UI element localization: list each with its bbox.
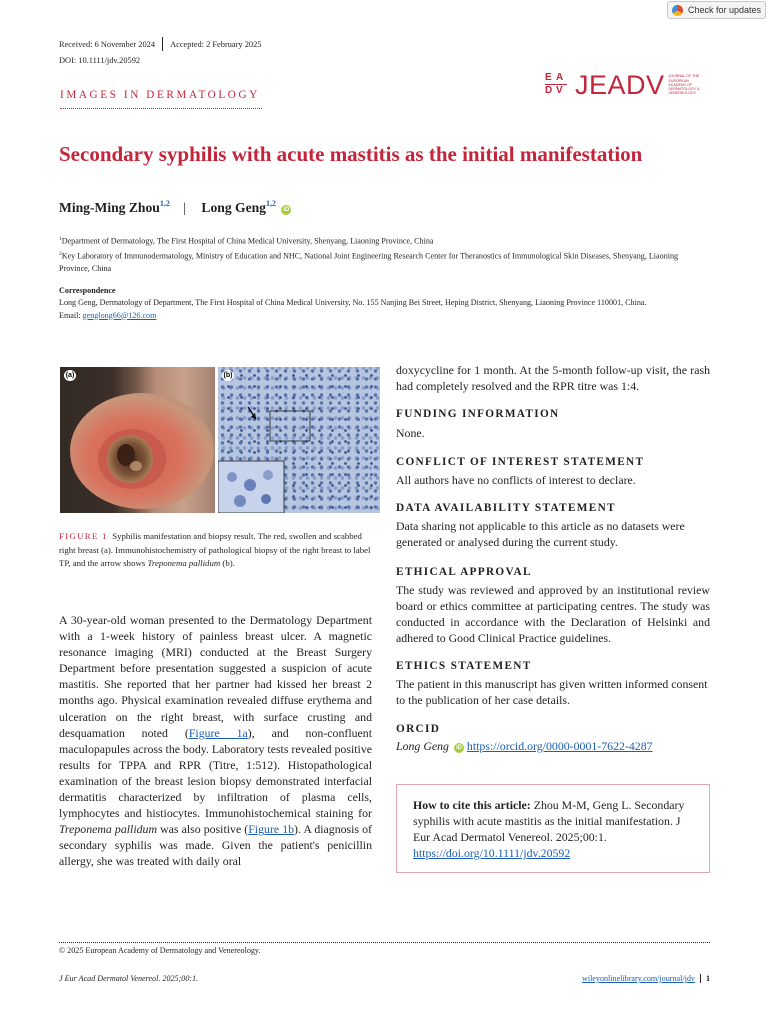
- citation-box: [396, 784, 710, 873]
- journal-wordmark: JEADV: [575, 69, 665, 100]
- funding-heading: FUNDING INFORMATION: [396, 408, 560, 420]
- footer-right: [582, 974, 710, 983]
- ethics-statement-heading: ETHICS STATEMENT: [396, 660, 532, 672]
- journal-logo: [545, 70, 710, 100]
- data-availability-heading: DATA AVAILABILITY STATEMENT: [396, 502, 616, 514]
- article-dates: [59, 38, 261, 52]
- figure-panel-a: [60, 367, 215, 513]
- orcid-link[interactable]: https://orcid.org/0000-0001-7622-4287: [466, 739, 653, 753]
- journal-website-link[interactable]: wileyonlinelibrary.com/journal/jdv: [581, 974, 695, 983]
- coi-text: All authors have no conflicts of interest to declare.: [396, 473, 636, 487]
- citation-doi-link[interactable]: https://doi.org/10.1111/jdv.20592: [413, 846, 571, 860]
- coi-heading: CONFLICT OF INTEREST STATEMENT: [396, 456, 645, 468]
- figure-caption: FIGURE 1 Syphilis manifestation and biopsy result. The red, swollen and scabbed right breast (a). Immunohistochemistry of pathological biopsy of the right breast to label TP, and the arrow shows Treponema pallidum (b).: [59, 531, 371, 569]
- section-kicker: IMAGES IN DERMATOLOGY: [60, 89, 260, 101]
- author-name[interactable]: Ming-Ming Zhou: [59, 200, 160, 215]
- data-availability-text: Data sharing not applicable to this article as no datasets were generated or analysed during the current study.: [396, 519, 685, 550]
- orcid-author: Long Geng: [396, 739, 449, 753]
- case-continuation: doxycycline for 1 month. At the 5-month follow-up visit, the rash had completely resolved and the RPR titre was 1:4.: [396, 363, 710, 394]
- author-divider: |: [183, 200, 186, 215]
- citation-text: Zhou M-M, Geng L. Secondary syphilis with acute mastitis as the initial manifestation. J Eur Acad Dermatol Venereol. 2025;00:1.: [413, 798, 685, 844]
- journal-reference: J Eur Acad Dermatol Venereol. 2025;00:1.: [59, 974, 199, 983]
- citation-label: How to cite this article:: [413, 798, 531, 812]
- figure-link[interactable]: Figure 1b: [248, 822, 295, 837]
- correspondence-heading: Correspondence: [59, 286, 116, 295]
- correspondence-block: [59, 285, 709, 322]
- email-link[interactable]: genglong66@126.com: [82, 310, 157, 320]
- affiliation-1: $^1$Department of Dermatology, The First Hospital of China Medical University, Shenyang, Liaoning Province, China: [59, 236, 434, 246]
- ethical-approval-text: The study was reviewed and approved by an institutional review board or ethics committee at participating centres. The study was conducted in accordance with the Declaration of Helsinki and adhered to Good Clinical Practice guidelines.: [396, 583, 710, 646]
- panel-a-label: (a): [65, 372, 75, 379]
- copyright: © 2025 European Academy of Dermatology and Venereology.: [59, 946, 261, 955]
- journal-tagline: JOURNAL OF THE EUROPEAN ACADEMY OF DERMATOLOGY & VENEREOLOGY: [668, 74, 700, 96]
- figure-1[interactable]: [60, 367, 380, 513]
- case-description: A 30-year-old woman presented to the Dermatology Department with a 1-week history of painless breast ulcer. A magnetic resonance imaging (MRI) conducted at the Breast Surgery Department before presentation suggested a suspicion of acute mastitis. She reported that her partner had kissed her breast 2 months ago. Physical examination revealed diffuse erythema and ulceration on the right breast, with surface crusting and desquamation noted (Figure 1a), and non-confluent maculopapules across the body. Laboratory tests revealed positive results for TPPA and RPR (Titre, 1:512). Histopathological examination of the breast lesion biopsy demonstrated interfacial dermatitis characterized by infiltration of plasma cells, lymphocytes and histiocytes. Immunohistochemical staining for Treponema pallidum was also positive (Figure 1b). A diagnosis of secondary syphilis was made. Given the patient's penicillin allergy, she was treated with daily oral: [59, 613, 372, 869]
- author-name[interactable]: Long Geng: [201, 200, 266, 215]
- footer-rule: [59, 942, 710, 943]
- correspondence-address: Long Geng, Dermatology of Department, The First Hospital of China Medical University, No. 155 Nanjing Bei Street, Heping District, Shenyang, Liaoning Province 110001, China.: [59, 298, 647, 308]
- article-title: Secondary syphilis with acute mastitis as the initial manifestation: [59, 142, 643, 166]
- ethical-approval-heading: ETHICAL APPROVAL: [396, 566, 532, 578]
- figure-link[interactable]: Figure 1a: [188, 725, 248, 740]
- orcid-icon[interactable]: iD: [455, 745, 462, 751]
- funding-text: None.: [396, 426, 425, 440]
- orcid-entry: [396, 738, 710, 754]
- ethics-statement-text: The patient in this manuscript has given written informed consent to the publication of her case details.: [396, 677, 708, 708]
- author-line: [59, 199, 291, 216]
- figure-panel-b: [218, 367, 380, 513]
- orcid-icon[interactable]: iD: [283, 207, 290, 213]
- affiliation-2: $^2$Key Laboratory of Immunodermatology, Ministry of Education and NHC, National Joint Engineering Research Center for Theranostics of Immunological Skin Diseases, Shenyang, Liaoning Province, China: [59, 251, 679, 273]
- accepted-date: Accepted: 2 February 2025: [170, 39, 262, 49]
- author-affiliation-sup[interactable]: 1,2: [265, 199, 276, 208]
- panel-b-label: (b): [223, 372, 233, 379]
- eadv-mark-icon: E A D V: [545, 72, 569, 98]
- check-updates-label: Check for updates: [688, 5, 762, 15]
- check-updates-icon: [672, 5, 683, 16]
- orcid-heading: ORCID: [396, 723, 441, 735]
- author-affiliation-sup[interactable]: 1,2: [159, 199, 170, 208]
- received-date: Received: 6 November 2024: [59, 39, 156, 49]
- doi-line: DOI: 10.1111/jdv.20592: [59, 56, 141, 65]
- date-divider: [162, 37, 163, 51]
- check-for-updates-button[interactable]: [667, 1, 766, 19]
- correspondence-email: Email: genglong66@126.com: [59, 310, 157, 320]
- figure-label: FIGURE 1: [59, 531, 108, 541]
- kicker-rule: [60, 108, 262, 109]
- page-number: 1: [700, 974, 710, 983]
